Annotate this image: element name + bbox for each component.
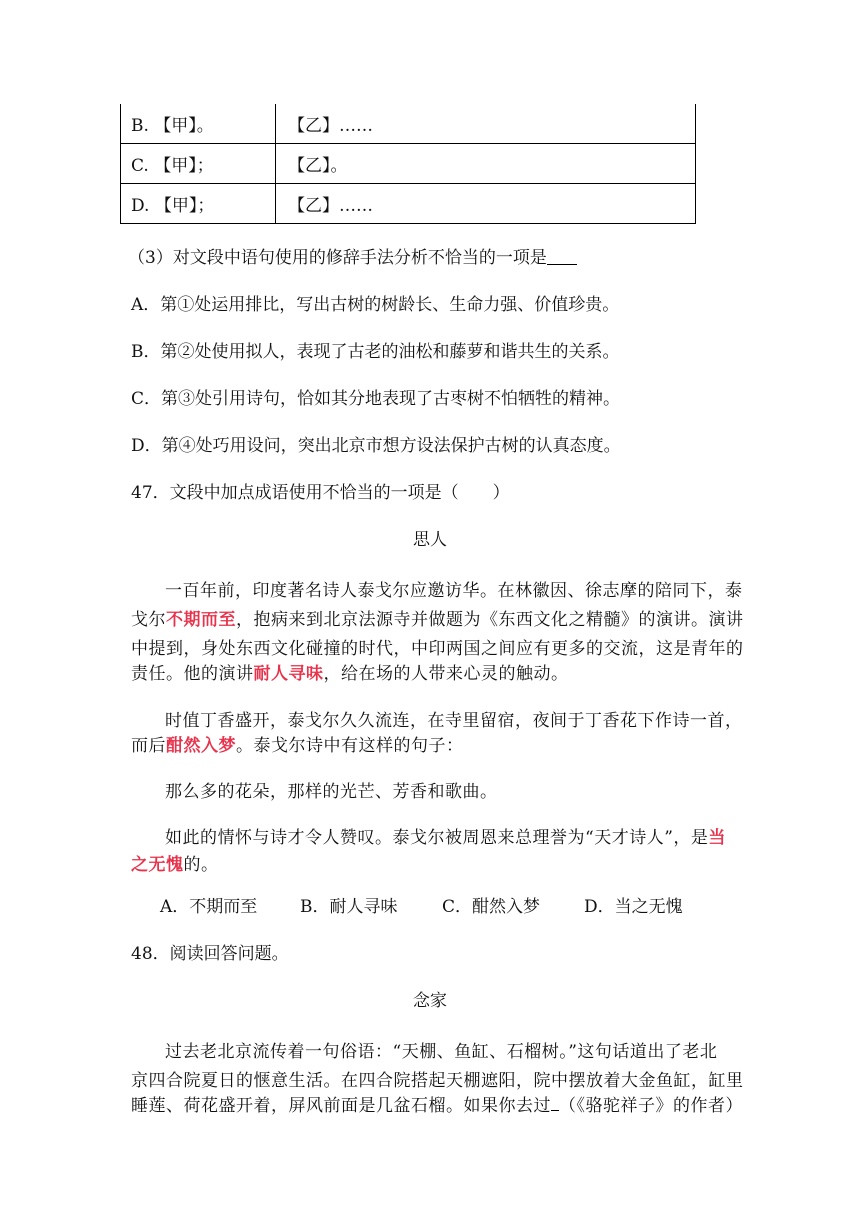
choice-a: A．不期而至 bbox=[160, 897, 258, 917]
text-span: 责任。他的演讲 bbox=[131, 664, 254, 684]
choice-d: D．第④处巧用设问，突出北京市想方设法保护古树的认真态度。 bbox=[131, 436, 621, 456]
highlighted-idiom: 耐人寻味 bbox=[253, 664, 324, 684]
passage-title: 思人 bbox=[413, 530, 447, 550]
highlighted-idiom: 之无愧 bbox=[131, 855, 184, 875]
choice-a: A．第①处运用排比，写出古树的树龄长、生命力强、价值珍贵。 bbox=[131, 295, 620, 315]
text-span: ，抱病来到北京法源寺并做题为《东西文化之精髓》的演讲。演讲 bbox=[236, 610, 744, 630]
question-48-stem: 48．阅读回答问题。 bbox=[131, 944, 289, 964]
highlighted-idiom: 当 bbox=[708, 828, 726, 848]
text-span: 而后 bbox=[131, 736, 166, 756]
table-cell: C. 【甲】； bbox=[121, 144, 276, 184]
passage-line: 一百年前，印度著名诗人泰戈尔应邀访华。在林徽因、徐志摩的陪同下，泰 bbox=[165, 581, 743, 601]
answer-blank bbox=[551, 1096, 559, 1111]
table-row bbox=[121, 184, 696, 224]
text-span: ，给在场的人带来心灵的触动。 bbox=[323, 664, 569, 684]
passage-line bbox=[131, 731, 464, 756]
choice-c: C．酣然入梦 bbox=[442, 897, 541, 917]
table-cell: 【乙】。 bbox=[276, 144, 696, 184]
table-cell: 【乙】…… bbox=[276, 104, 696, 144]
passage-line: 京四合院夏日的惬意生活。在四合院搭起天棚遮阳，院中摆放着大金鱼缸，缸里 bbox=[131, 1071, 744, 1091]
text-span: 的。 bbox=[183, 855, 219, 875]
text-span: （《骆驼祥子》的作者） bbox=[559, 1096, 743, 1116]
table-cell: 【乙】…… bbox=[276, 184, 696, 224]
choice-d: D．当之无愧 bbox=[584, 897, 683, 917]
question-text: （3）对文段中语句使用的修辞手法分析不恰当的一项是 bbox=[128, 248, 547, 268]
text-span: 。泰戈尔诗中有这样的句子： bbox=[236, 736, 464, 756]
choice-b: B．耐人寻味 bbox=[300, 897, 398, 917]
table-cell: D. 【甲】； bbox=[121, 184, 276, 224]
passage-line: 时值丁香盛开，泰戈尔久久流连，在寺里留宿，夜间于丁香花下作诗一首， bbox=[165, 711, 743, 731]
table-row bbox=[121, 104, 696, 144]
passage-title: 念家 bbox=[413, 991, 447, 1011]
highlighted-idiom: 酣然入梦 bbox=[166, 736, 236, 756]
passage-line bbox=[131, 1091, 743, 1116]
passage-line bbox=[131, 605, 744, 630]
choice-c: C．第③处引用诗句，恰如其分地表现了古枣树不怕牺牲的精神。 bbox=[131, 389, 621, 409]
passage-line bbox=[165, 823, 726, 848]
passage-line: 中提到，身处东西文化碰撞的时代，中印两国之间应有更多的交流，这是青年的 bbox=[131, 639, 744, 659]
question-3-stem bbox=[128, 247, 577, 269]
text-span: 戈尔 bbox=[131, 610, 166, 630]
poem-quote: 那么多的花朵，那样的光芒、芳香和歌曲。 bbox=[165, 782, 498, 802]
passage-line bbox=[131, 850, 219, 875]
passage-line bbox=[131, 659, 569, 684]
table-cell: B. 【甲】。 bbox=[121, 104, 276, 144]
choice-b: B．第②处使用拟人，表现了古老的油松和藤萝和谐共生的关系。 bbox=[131, 342, 620, 362]
answer-blank bbox=[547, 248, 577, 265]
text-span: 睡莲、荷花盛开着，屏风前面是几盆石榴。如果你去过 bbox=[131, 1096, 551, 1116]
table-row bbox=[121, 144, 696, 184]
highlighted-idiom: 不期而至 bbox=[166, 610, 236, 630]
options-table bbox=[120, 104, 696, 224]
text-span: 如此的情怀与诗才令人赞叹。泰戈尔被周恩来总理誉为“天才诗人”，是 bbox=[165, 828, 709, 848]
question-47-stem: 47．文段中加点成语使用不恰当的一项是（ ） bbox=[131, 483, 510, 503]
passage-line: 过去老北京流传着一句俗语：“天棚、鱼缸、石榴树。”这句话道出了老北 bbox=[165, 1042, 718, 1062]
